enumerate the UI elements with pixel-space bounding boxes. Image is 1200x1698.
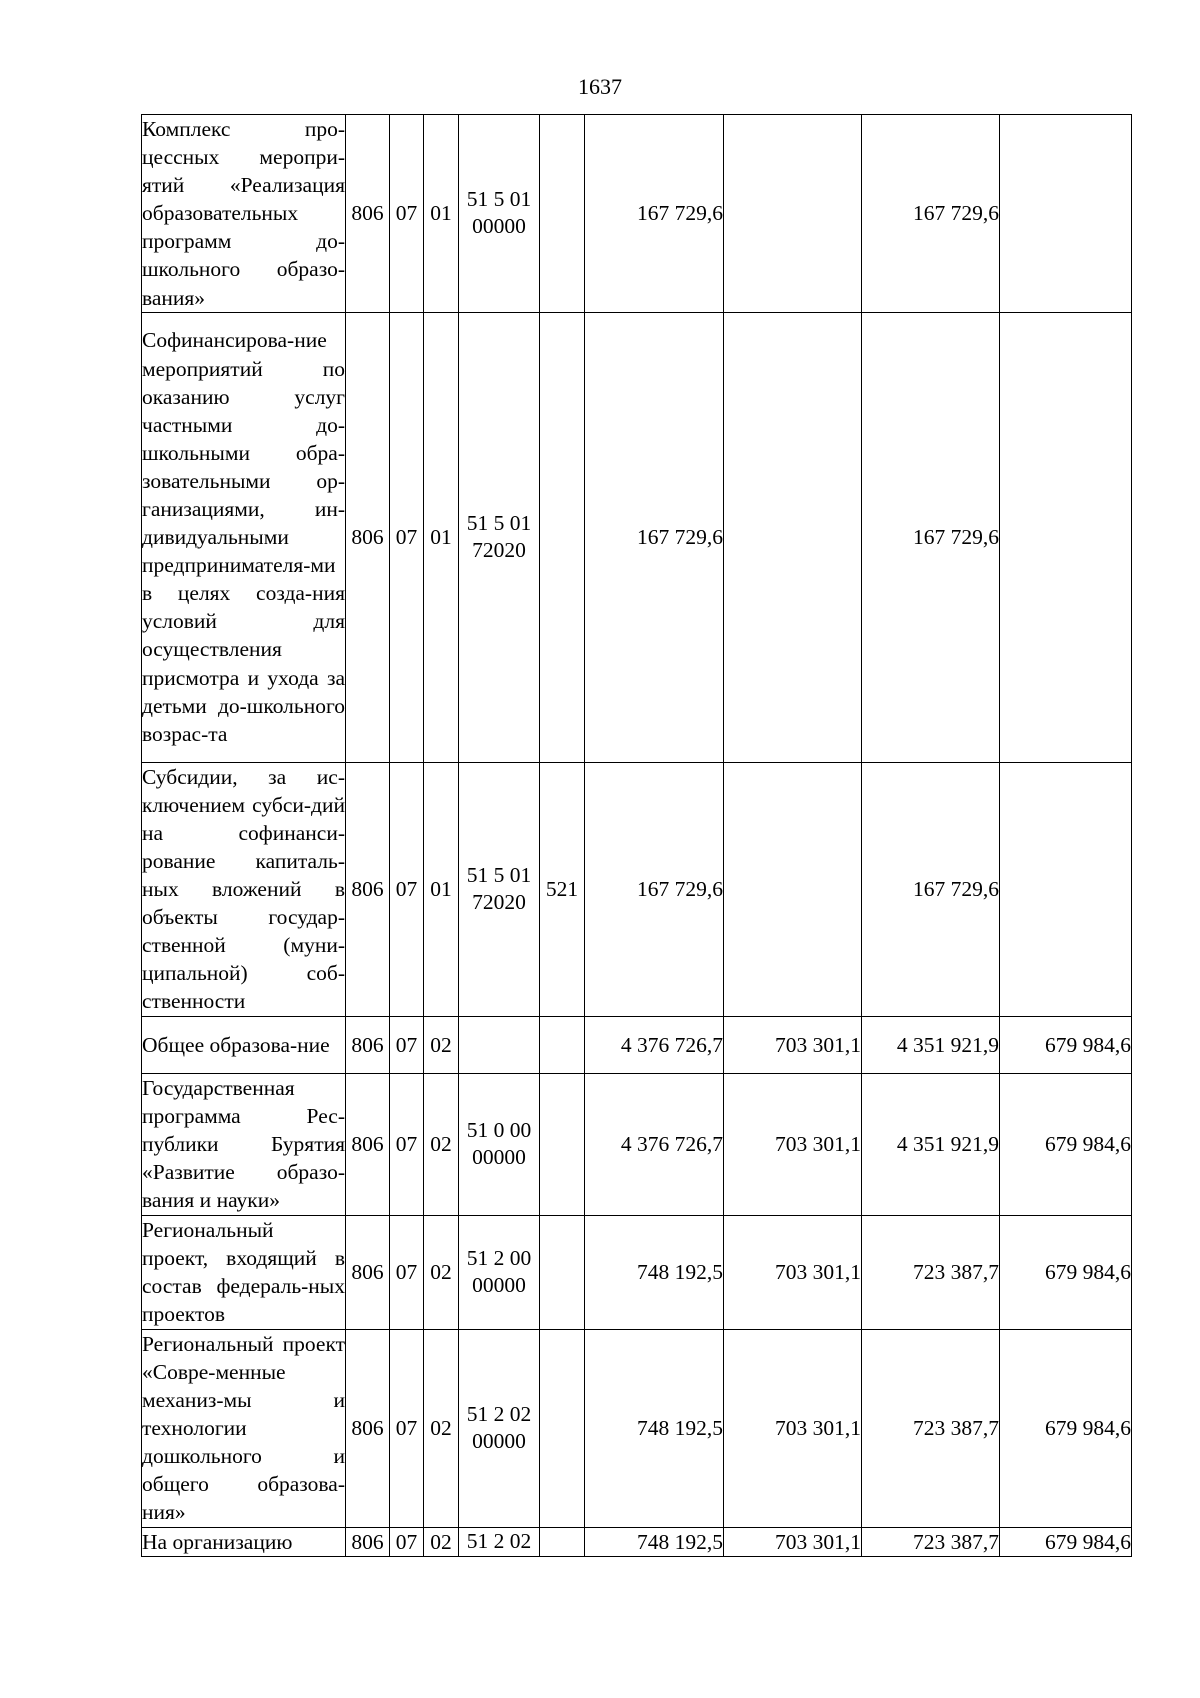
amount-total-2026: 723 387,7 bbox=[862, 1527, 1000, 1556]
target-article-code bbox=[459, 1215, 540, 1329]
target-article-line-1: 51 2 02 bbox=[466, 1402, 532, 1427]
row-name: Субсидии, за ис-ключением субси-дий на софинанси-рование капиталь-ных вложений в объекты государ-ственной (муни-ципальной) соб-ственности bbox=[142, 762, 346, 1016]
target-article-line-1: 51 5 01 bbox=[466, 863, 532, 888]
table-row-6 bbox=[142, 1215, 1132, 1329]
subsection-code: 02 bbox=[424, 1527, 459, 1556]
target-article-code bbox=[459, 762, 540, 1016]
section-code: 07 bbox=[390, 1527, 424, 1556]
amount-total-2025: 748 192,5 bbox=[585, 1329, 724, 1527]
expense-type-code bbox=[540, 1329, 585, 1527]
amount-total-2025: 748 192,5 bbox=[585, 1215, 724, 1329]
budget-table bbox=[141, 114, 1132, 1557]
amount-total-2025: 167 729,6 bbox=[585, 115, 724, 313]
target-article-code bbox=[459, 1329, 540, 1527]
section-code: 07 bbox=[390, 1016, 424, 1073]
row-name: Государственная программа Рес-публики Бурятия «Развитие образо-вания и науки» bbox=[142, 1073, 346, 1215]
amount-federal-2025 bbox=[724, 115, 862, 313]
grbs-code: 806 bbox=[346, 1016, 390, 1073]
row-name: Региональный проект, входящий в состав федераль-ных проектов bbox=[142, 1215, 346, 1329]
grbs-code: 806 bbox=[346, 1215, 390, 1329]
expense-type-code bbox=[540, 1215, 585, 1329]
subsection-code: 01 bbox=[424, 115, 459, 313]
row-name: На организацию bbox=[142, 1527, 346, 1556]
amount-total-2025: 167 729,6 bbox=[585, 312, 724, 762]
row-name: Софинансирова-ние мероприятий по оказанию услуг частными до-школьными обра-зовательными ор-ганизациями, ин-дивидуальными предпринимателя-ми в целях созда-ния условий для осуществления присмотра и ухода за детьми до-школьного возрас-та bbox=[142, 312, 346, 762]
subsection-code: 01 bbox=[424, 312, 459, 762]
target-article-line-2: 00000 bbox=[472, 1145, 526, 1170]
target-article-line-1: 51 5 01 bbox=[466, 511, 532, 536]
amount-total-2026: 723 387,7 bbox=[862, 1215, 1000, 1329]
amount-total-2026: 4 351 921,9 bbox=[862, 1016, 1000, 1073]
amount-federal-2025 bbox=[724, 762, 862, 1016]
section-code: 07 bbox=[390, 1073, 424, 1215]
subsection-code: 02 bbox=[424, 1215, 459, 1329]
grbs-code: 806 bbox=[346, 1073, 390, 1215]
expense-type-code bbox=[540, 1016, 585, 1073]
target-article-line-2: 72020 bbox=[472, 538, 526, 563]
grbs-code: 806 bbox=[346, 115, 390, 313]
amount-federal-2026 bbox=[1000, 762, 1132, 1016]
row-name: Общее образова-ние bbox=[142, 1016, 346, 1073]
target-article-line-2: 00000 bbox=[472, 1429, 526, 1454]
amount-federal-2025: 703 301,1 bbox=[724, 1073, 862, 1215]
amount-total-2026: 167 729,6 bbox=[862, 762, 1000, 1016]
amount-total-2025: 4 376 726,7 bbox=[585, 1073, 724, 1215]
section-code: 07 bbox=[390, 312, 424, 762]
section-code: 07 bbox=[390, 115, 424, 313]
amount-total-2025: 167 729,6 bbox=[585, 762, 724, 1016]
amount-federal-2026: 679 984,6 bbox=[1000, 1016, 1132, 1073]
amount-federal-2025 bbox=[724, 312, 862, 762]
page-number: 1637 bbox=[578, 74, 622, 99]
amount-total-2025: 748 192,5 bbox=[585, 1527, 724, 1556]
expense-type-code bbox=[540, 1527, 585, 1556]
amount-total-2026: 4 351 921,9 bbox=[862, 1073, 1000, 1215]
target-article-line-1: 51 2 00 bbox=[466, 1246, 532, 1271]
target-article-code bbox=[459, 115, 540, 313]
section-code: 07 bbox=[390, 1329, 424, 1527]
amount-federal-2025: 703 301,1 bbox=[724, 1527, 862, 1556]
target-article-line-2: 00000 bbox=[472, 214, 526, 239]
target-article-code bbox=[459, 1016, 540, 1073]
expense-type-code bbox=[540, 1073, 585, 1215]
table-row-5 bbox=[142, 1073, 1132, 1215]
amount-federal-2025: 703 301,1 bbox=[724, 1215, 862, 1329]
grbs-code: 806 bbox=[346, 312, 390, 762]
expense-type-code: 521 bbox=[540, 762, 585, 1016]
table-row-2 bbox=[142, 312, 1132, 762]
target-article-code bbox=[459, 1073, 540, 1215]
target-article-line-1: 51 0 00 bbox=[466, 1118, 532, 1143]
expense-type-code bbox=[540, 115, 585, 313]
grbs-code: 806 bbox=[346, 1527, 390, 1556]
amount-total-2026: 723 387,7 bbox=[862, 1329, 1000, 1527]
row-name: Комплекс про-цессных меропри-ятий «Реализация образовательных программ до-школьного образо-вания» bbox=[142, 115, 346, 313]
target-article-line-1: 51 2 02 bbox=[466, 1529, 532, 1554]
table-row-1 bbox=[142, 115, 1132, 313]
amount-federal-2025: 703 301,1 bbox=[724, 1016, 862, 1073]
expense-type-code bbox=[540, 312, 585, 762]
grbs-code: 806 bbox=[346, 762, 390, 1016]
amount-federal-2025: 703 301,1 bbox=[724, 1329, 862, 1527]
amount-total-2026: 167 729,6 bbox=[862, 115, 1000, 313]
amount-total-2025: 4 376 726,7 bbox=[585, 1016, 724, 1073]
target-article-code bbox=[459, 312, 540, 762]
table-row-4 bbox=[142, 1016, 1132, 1073]
amount-federal-2026: 679 984,6 bbox=[1000, 1329, 1132, 1527]
subsection-code: 02 bbox=[424, 1016, 459, 1073]
table-row-3 bbox=[142, 762, 1132, 1016]
target-article-line-2: 72020 bbox=[472, 890, 526, 915]
amount-federal-2026: 679 984,6 bbox=[1000, 1215, 1132, 1329]
amount-federal-2026: 679 984,6 bbox=[1000, 1527, 1132, 1556]
amount-total-2026: 167 729,6 bbox=[862, 312, 1000, 762]
subsection-code: 02 bbox=[424, 1329, 459, 1527]
row-name: Региональный проект «Совре-менные механиз-мы и технологии дошкольного и общего образова-ния» bbox=[142, 1329, 346, 1527]
target-article-line-2: 00000 bbox=[472, 1273, 526, 1298]
amount-federal-2026 bbox=[1000, 312, 1132, 762]
subsection-code: 02 bbox=[424, 1073, 459, 1215]
grbs-code: 806 bbox=[346, 1329, 390, 1527]
subsection-code: 01 bbox=[424, 762, 459, 1016]
section-code: 07 bbox=[390, 762, 424, 1016]
table-row-8 bbox=[142, 1527, 1132, 1556]
amount-federal-2026 bbox=[1000, 115, 1132, 313]
amount-federal-2026: 679 984,6 bbox=[1000, 1073, 1132, 1215]
target-article-line-1: 51 5 01 bbox=[466, 187, 532, 212]
target-article-code bbox=[459, 1527, 540, 1556]
section-code: 07 bbox=[390, 1215, 424, 1329]
table-body bbox=[142, 115, 1132, 1557]
table-row-7 bbox=[142, 1329, 1132, 1527]
